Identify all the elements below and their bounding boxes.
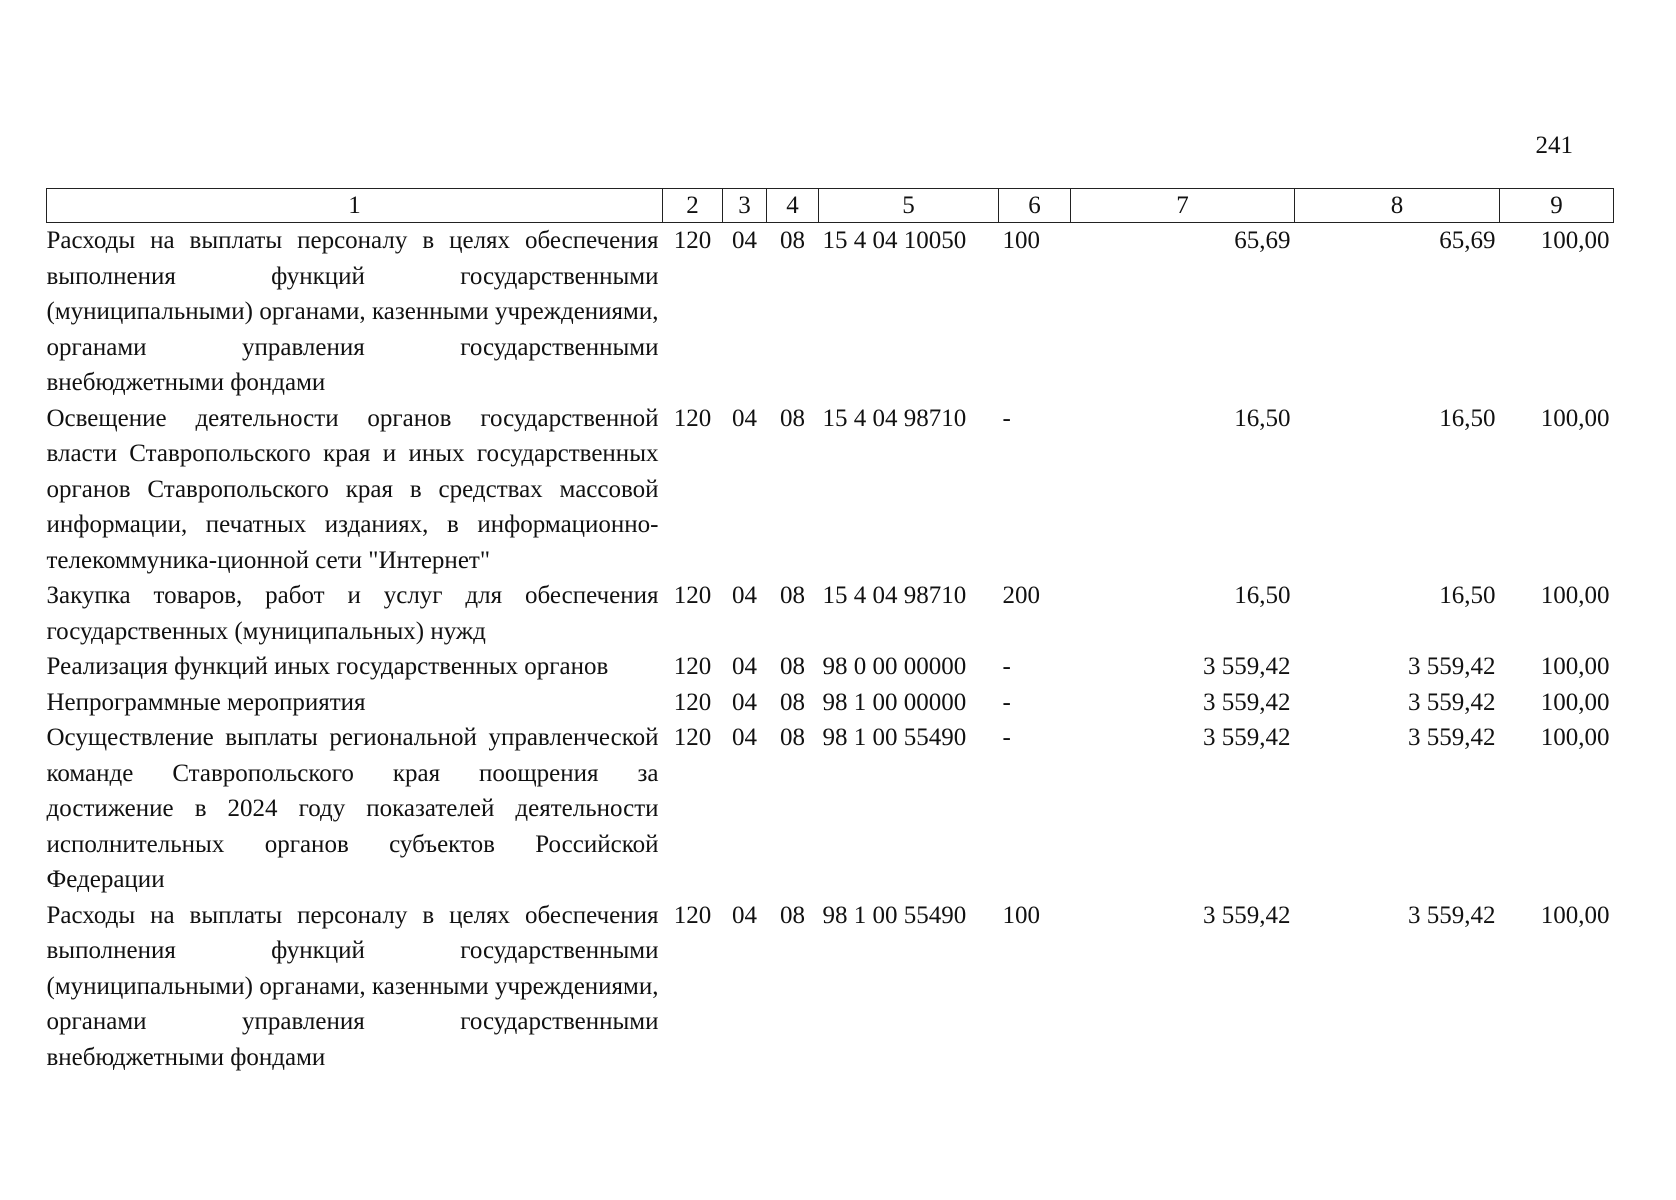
row-name: Расходы на выплаты персоналу в целях обеспечения выполнения функций государственными (муниципальными) органами, казенными учреждениями, органами управления государственными внебюджетными фондами: [46, 227, 659, 396]
row-code-admin: 120: [673, 582, 712, 609]
table-row: [47, 685, 1614, 721]
row-code-target: 98 1 00 55490: [822, 901, 967, 929]
row-percent: 100,00: [1540, 227, 1610, 254]
row-code-target: 98 1 00 55490: [822, 724, 967, 751]
row-name: Освещение деятельности органов государственной власти Ставропольского края и иных государственных органов Ставропольского края в средствах массовой информации, печатных изданиях, в информационно-телекоммуника-ционной сети "Интернет": [46, 404, 659, 574]
row-code-expense-type: -: [1002, 404, 1011, 432]
row-code-expense-type: -: [1002, 653, 1011, 680]
page-number: 241: [1535, 132, 1573, 159]
table-row: [47, 898, 1614, 1076]
row-code-admin: 120: [673, 653, 712, 680]
row-code-subsection: 08: [780, 688, 805, 716]
row-code-subsection: 08: [780, 582, 805, 609]
row-amount-planned: 3 559,42: [1203, 653, 1291, 680]
row-code-admin: 120: [673, 724, 712, 751]
row-percent: 100,00: [1540, 901, 1610, 929]
row-code-section: 04: [732, 404, 757, 432]
row-code-section: 04: [732, 582, 757, 609]
row-name: Осуществление выплаты региональной управленческой команде Ставропольского края поощрения за достижение в 2024 году показателей деятельности исполнительных органов субъектов Российской Федерации: [46, 724, 659, 893]
row-code-subsection: 08: [780, 724, 805, 751]
row-name: Расходы на выплаты персоналу в целях обеспечения выполнения функций государственными (муниципальными) органами, казенными учреждениями, органами управления государственными внебюджетными фондами: [46, 901, 659, 1071]
row-amount-executed: 65,69: [1439, 227, 1496, 254]
row-amount-executed: 3 559,42: [1408, 901, 1496, 929]
row-amount-planned: 65,69: [1234, 227, 1291, 254]
row-code-subsection: 08: [780, 653, 805, 680]
row-code-target: 15 4 04 10050: [822, 227, 967, 254]
row-code-section: 04: [732, 653, 757, 680]
row-amount-planned: 3 559,42: [1203, 724, 1291, 751]
row-percent: 100,00: [1540, 404, 1610, 432]
row-percent: 100,00: [1540, 653, 1610, 680]
row-code-section: 04: [732, 688, 757, 716]
row-code-expense-type: 100: [1002, 227, 1040, 254]
header-cell-5: 5: [819, 189, 999, 223]
row-amount-planned: 16,50: [1234, 404, 1291, 432]
row-code-admin: 120: [673, 688, 712, 716]
header-cell-1: 1: [47, 189, 663, 223]
row-name: Реализация функций иных государственных органов: [46, 653, 609, 680]
row-code-section: 04: [732, 901, 757, 929]
row-code-target: 15 4 04 98710: [822, 582, 967, 609]
row-code-subsection: 08: [780, 901, 805, 929]
row-code-subsection: 08: [780, 404, 805, 432]
row-code-expense-type: 200: [1002, 582, 1040, 609]
row-code-expense-type: 100: [1002, 901, 1040, 929]
table-row: [47, 401, 1614, 579]
row-amount-executed: 16,50: [1439, 404, 1496, 432]
row-code-section: 04: [732, 227, 757, 254]
row-amount-executed: 3 559,42: [1408, 688, 1496, 716]
row-amount-executed: 3 559,42: [1408, 653, 1496, 680]
header-cell-4: 4: [767, 189, 819, 223]
row-code-admin: 120: [673, 227, 712, 254]
row-code-section: 04: [732, 724, 757, 751]
row-code-subsection: 08: [780, 227, 805, 254]
budget-table: [46, 188, 1614, 1075]
table-row: [47, 223, 1614, 401]
row-code-target: 15 4 04 98710: [822, 404, 967, 432]
row-code-expense-type: -: [1002, 724, 1011, 751]
table-row: [47, 720, 1614, 898]
table-row: [47, 649, 1614, 685]
row-amount-planned: 16,50: [1234, 582, 1291, 609]
row-code-admin: 120: [673, 901, 712, 929]
header-cell-9: 9: [1500, 189, 1614, 223]
row-code-target: 98 0 00 00000: [822, 653, 967, 680]
header-cell-3: 3: [723, 189, 767, 223]
row-amount-executed: 16,50: [1439, 582, 1496, 609]
row-percent: 100,00: [1540, 582, 1610, 609]
row-code-target: 98 1 00 00000: [822, 688, 967, 716]
header-cell-7: 7: [1071, 189, 1295, 223]
header-cell-8: 8: [1295, 189, 1500, 223]
row-code-admin: 120: [673, 404, 712, 432]
row-amount-executed: 3 559,42: [1408, 724, 1496, 751]
header-cell-6: 6: [999, 189, 1071, 223]
row-percent: 100,00: [1540, 724, 1610, 751]
row-percent: 100,00: [1540, 688, 1610, 716]
row-name: Непрограммные мероприятия: [46, 688, 366, 716]
header-cell-2: 2: [663, 189, 723, 223]
row-amount-planned: 3 559,42: [1203, 901, 1291, 929]
row-code-expense-type: -: [1002, 688, 1011, 716]
table-row: [47, 578, 1614, 649]
header-row: [47, 189, 1614, 223]
row-amount-planned: 3 559,42: [1203, 688, 1291, 716]
row-name: Закупка товаров, работ и услуг для обеспечения государственных (муниципальных) нужд: [46, 582, 659, 645]
